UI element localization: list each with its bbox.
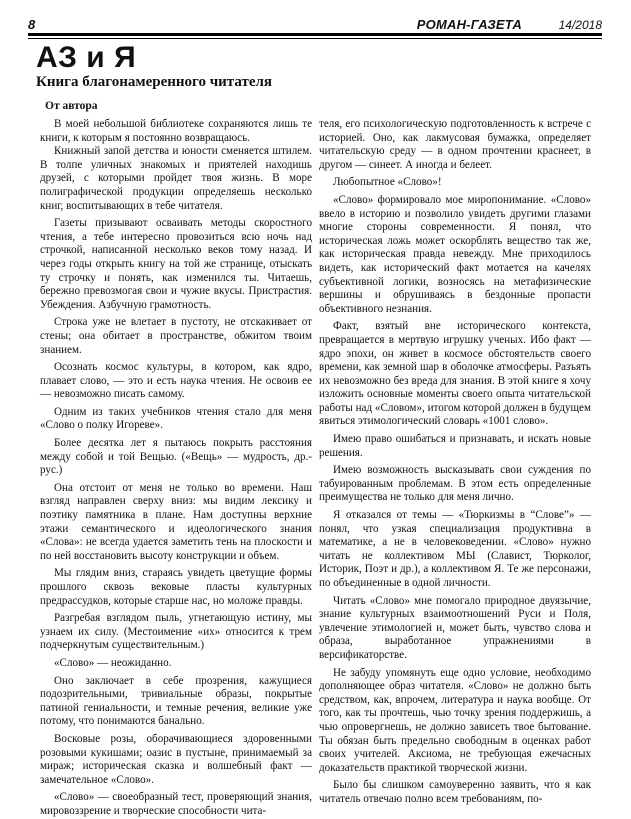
text-column-right	[319, 118, 591, 805]
paragraph: Более десятка лет я пытаюсь покрыть расстояния между собой и той Вещью. («Вещь» — мудрость, др.-рус.)	[40, 437, 312, 477]
paragraph: Одним из таких учебников чтения стало для меня «Слово о полку Игореве».	[40, 405, 312, 432]
paragraph: «Слово» — своеобразный тест, проверяющий знания, мировоззрение и творческие способности чита-	[40, 791, 312, 817]
paragraph: Осознать космос культуры, в котором, как ядро, плавает слово, — это и есть наука чтения. Не освоив ее — невозможно писать самому.	[40, 361, 312, 401]
paragraph: Строка уже не влетает в пустоту, не отскакивает от стены; она обитает в пространстве, обжитом твоим знанием.	[40, 316, 312, 356]
running-header	[28, 18, 602, 32]
page-number: 8	[28, 17, 36, 32]
header-rule-thick	[28, 33, 602, 36]
paragraph: Было бы слишком самоуверенно заявить, что я как читатель отвечаю полно всем требованиям, по-	[319, 779, 591, 805]
paragraph: Имею право ошибаться и признавать, и искать новые решения.	[319, 433, 591, 459]
paragraph: Не забуду упомянуть еще одно условие, необходимо дополняющее образ читателя. «Слово» не должно быть средством, как, впрочем, литература и наука вообще. От того, как ты прочтешь, чью точку зрения поддержишь, а чью опровергнешь, не должно зависеть твое бытование. Ты обязан быть предельно свободным в оценках работ своих учителей. Аксиома, не требующая ежечасных доказательств практикой творческой жизни.	[319, 666, 591, 774]
text-column-left	[40, 118, 312, 817]
article-subtitle: Книга благонамеренного читателя	[36, 74, 273, 90]
paragraph: Оно заключает в себе прозрения, кажущиеся подозрительными, тривиальные образы, покрытые патиной гениальности, и темные речения, великие уже потому, что понимаются банально.	[40, 674, 312, 728]
paragraph: Я отказался от темы — «Тюркизмы в “Слове”» — понял, что узкая специализация продуктивна в математике, а не в человековедении. «Слово» нужно читать не коллективом МЫ (Славист, Тюрколог, Историк, Поэт и др.), а коллективом Я. Те же персонажи, по объединенные в одной личности.	[319, 509, 591, 589]
paragraph: В моей небольшой библиотеке сохраняются лишь те книги, к которым я постоянно возвращаюсь.	[40, 118, 312, 144]
paragraph: Читать «Слово» мне помогало природное двуязычие, знание культурных взаимоотношений Руси и Поля, увлечение этимологией и, может быть, чувство слова и образа, выработанное упражнениями в версификаторстве.	[319, 594, 591, 661]
paragraph: Газеты призывают осваивать методы скоростного чтения, а тебе интересно провозиться всю ночь над строчкой, написанной несколько веков тому назад. И через годы открыть книгу на той же странице, отыскать ту строчку и понять, как изменился ты. Читаешь, бережно превозмогая свои и чужие вкусы. Пристрастия. Убеждения. Азбучную грамотность.	[40, 217, 312, 311]
paragraph: Разгребая взглядом пыль, угнетающую истину, мы узнаем их силу. (Местоимение «их» относится к трем подчеркнутым существительным.)	[40, 612, 312, 652]
paragraph: Восковые розы, оборачивающиеся здоровенными розовыми кукишами; оазис в пустыне, принимаемый за мираж; историческая сказка и волшебный факт — замечательное «Слово».	[40, 732, 312, 786]
paragraph: Она отстоит от меня не только во времени. Наш взгляд направлен сверху вниз: мы видим лексику и поэтику памятника в плане. Нам доступны верхние этажи семантического и идеологического знания «Слова»: не всегда удается заметить тень на плоскости и по ней восстановить высоту конструкции и объем.	[40, 481, 312, 562]
paragraph: Любопытное «Слово»!	[333, 176, 442, 189]
paragraph: Книжный запой детства и юности сменяется штилем. В толпе уличных знакомых и приятелей находишь друзей, с которыми пройдет твоя жизнь. В море полиграфической продукции определяешь несколько книг, воспитывающих в тебе читателя.	[40, 145, 312, 212]
paragraph: «Слово» формировало мое миропонимание. «Слово» ввело в историю и позволило увидеть другими глазами многие стороны современности. Я понял, что историческая ложь может оскорблять вещество так же, как историческая правда невежду. Мне приходилось видеть, как исторический факт мотается на качелях субъективной логики, возносясь на метафизические вершины и обрушиваясь в бездонные пропасти объективного незнания.	[319, 193, 591, 315]
paragraph: теля, его психологическую подготовленность к встрече с историей. Оно, как лакмусовая бумажка, определяет читательскую среду — в одном прочтении краснеет, в другом — синеет. А иногда и белеет.	[319, 118, 591, 171]
header-rule-thin	[28, 38, 602, 39]
paragraph: Мы глядим вниз, стараясь увидеть цветущие формы прошлого сквозь вековые пласты культурных предрассудков, которые старше нас, но моложе правды.	[40, 567, 312, 607]
issue-number: 14/2018	[558, 18, 602, 32]
section-heading: От автора	[45, 100, 98, 112]
paragraph: «Слово» — неожиданно.	[54, 656, 172, 669]
publication-name: РОМАН-ГАЗЕТА	[416, 17, 522, 32]
paragraph: Факт, взятый вне исторического контекста, превращается в мертвую игрушку ученых. Ибо факт — ядро эпохи, он живет в космосе обстоятельств своего времени, как земной шар в оболочке атмосферы. Разъять их невозможно без вреда для знания. В этой книге я хочу изложить основные моменты своего опыта читательской работы над «Словом», итогом которой должен в будущем явиться этимологический словарь «1001 слово».	[319, 320, 591, 428]
article-title: АЗ и Я	[36, 41, 137, 74]
paragraph: Имею возможность высказывать свои суждения по табуированным проблемам. В этом есть определенные преимущества не только для меня лично.	[319, 464, 591, 504]
